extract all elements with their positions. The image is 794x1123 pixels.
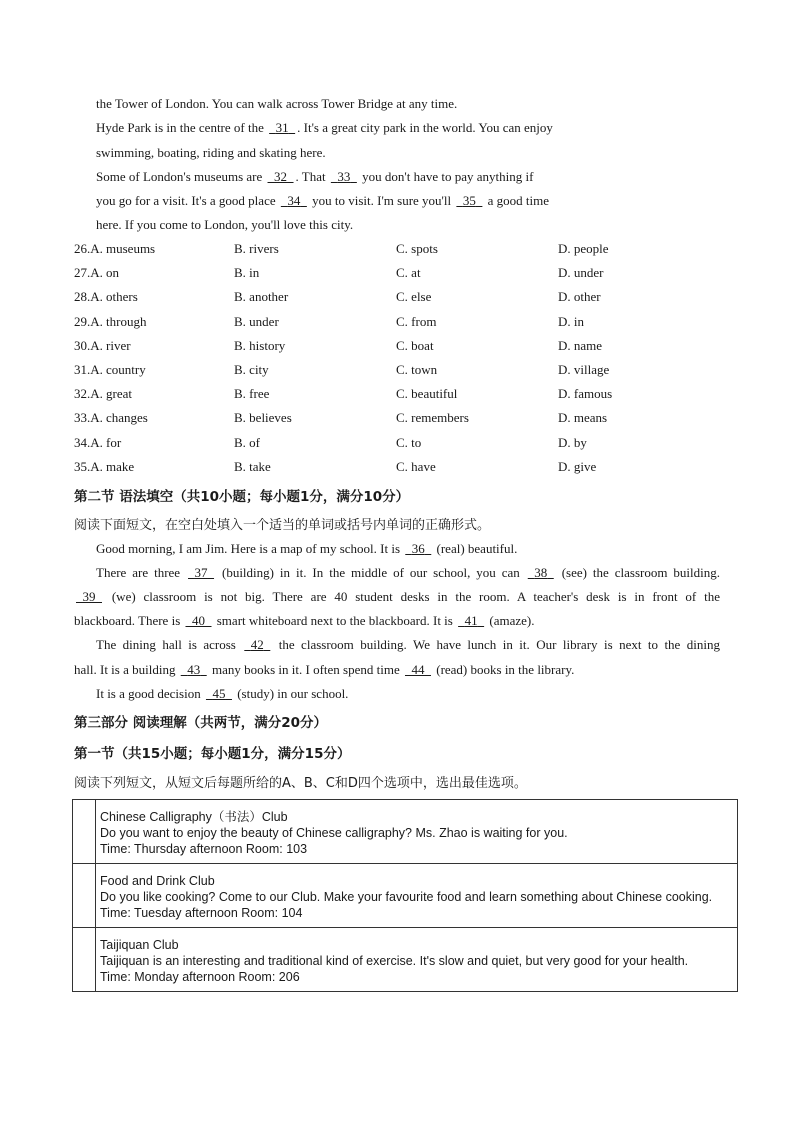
blank-number: 35 [462,193,476,208]
blank-number: 43 [187,662,201,677]
text-segment: you don't have to pay anything if [358,169,534,184]
grammar-line-2 [96,565,720,581]
option-b[interactable]: B. in [234,265,260,280]
option-row [74,386,734,402]
option-d[interactable]: D. village [558,362,610,377]
option-b[interactable]: B. believes [234,410,292,425]
option-a[interactable]: for [106,435,122,450]
option-row [74,459,734,475]
text-segment: The dining hall is across [96,637,243,652]
grammar-line-1 [96,541,517,557]
option-b[interactable]: B. city [234,362,269,377]
club-row [73,864,738,928]
option-d[interactable]: D. people [558,241,609,256]
option-row [74,314,734,330]
text-segment: Hyde Park is in the centre of the [96,120,268,135]
option-d[interactable]: D. give [558,459,597,474]
grammar-line-7 [96,686,348,702]
question-number: 32.A. [74,386,103,401]
option-a[interactable]: museums [106,241,156,256]
option-a[interactable]: country [106,362,146,377]
blank-number: 38 [534,565,548,580]
blank-32[interactable] [266,169,296,185]
blank-number: 36 [411,541,425,556]
row-gutter [73,928,96,992]
text-segment: (building) in it. In the middle of our school, you can [216,565,526,580]
text-segment: many books in it. I often spend time [208,662,403,677]
blank-number: 34 [287,193,301,208]
question-number: 27.A. [74,265,103,280]
option-row [74,338,734,354]
passage-line-2 [96,120,553,136]
blank-number: 32 [274,169,288,184]
blank-number: 41 [464,613,478,628]
club-row [73,800,738,864]
club-cell [96,800,738,864]
blank-40[interactable] [184,613,214,629]
question-number: 35.A. [74,459,103,474]
club-time: Time: Thursday afternoon Room: 103 [100,842,308,856]
blank-45[interactable] [204,686,234,702]
option-d[interactable]: D. famous [558,386,613,401]
grammar-line-3 [74,589,720,605]
option-row [74,410,734,426]
option-b[interactable]: B. under [234,314,279,329]
text-segment: (study) in our school. [233,686,349,701]
option-c[interactable]: C. from [396,314,437,329]
text-segment: Good morning, I am Jim. Here is a map of my school. It is [96,541,404,556]
option-a[interactable]: changes [106,410,148,425]
blank-35[interactable] [454,193,484,209]
option-row [74,265,734,281]
blank-number: 45 [212,686,226,701]
question-number: 28.A. [74,289,103,304]
blank-44[interactable] [403,662,433,678]
text-segment: (read) books in the library. [432,662,575,677]
passage-line-3: swimming, boating, riding and skating here. [96,145,326,160]
section-2-heading: 第二节 语法填空（共10小题；每小题1分，满分10分） [74,489,410,505]
option-b[interactable]: B. another [234,289,289,304]
passage-line-6: here. If you come to London, you'll love this city. [96,217,354,232]
text-segment: you to visit. I'm sure you'll [308,193,455,208]
part-3-heading: 第三部分 阅读理解（共两节，满分20分） [74,715,327,731]
blank-number: 37 [194,565,208,580]
text-segment: (amaze). [486,613,535,628]
option-d[interactable]: D. by [558,435,587,450]
club-name: Chinese Calligraphy（书法）Club [100,810,288,824]
passage-line-1: the Tower of London. You can walk across Tower Bridge at any time. [96,96,458,111]
option-c[interactable]: C. have [396,459,436,474]
text-segment: . It's a great city park in the world. You can enjoy [297,120,553,135]
blank-43[interactable] [179,662,209,678]
blank-number: 40 [192,613,205,628]
question-number: 26.A. [74,241,103,256]
club-time: Time: Monday afternoon Room: 206 [100,970,300,984]
club-description: Taijiquan is an interesting and traditional kind of exercise. It's slow and quiet, but very good for your health. [100,954,689,968]
part-3-subheading: 第一节（共15小题；每小题1分，满分15分） [74,746,351,762]
option-c[interactable]: C. else [396,289,432,304]
question-number: 30.A. [74,338,103,353]
option-b[interactable]: B. rivers [234,241,279,256]
option-a[interactable]: great [106,386,132,401]
grammar-line-6 [74,662,574,678]
text-segment: the classroom building. We have lunch in it. Our library is next to the dining [272,637,720,652]
option-b[interactable]: B. take [234,459,271,474]
option-row [74,435,734,451]
option-c[interactable]: C. spots [396,241,438,256]
text-segment: . That [295,169,329,184]
option-b[interactable]: B. history [234,338,286,353]
option-c[interactable]: C. boat [396,338,434,353]
option-a[interactable]: on [106,265,119,280]
row-gutter [73,800,96,864]
club-name: Food and Drink Club [100,874,215,888]
option-row [74,241,734,257]
passage-line-5 [96,193,549,209]
club-description: Do you like cooking? Come to our Club. Make your favourite food and learn something about Chinese cooking. [100,890,713,904]
club-cell [96,928,738,992]
text-segment: Some of London's museums are [96,169,266,184]
part-3-instruction: 阅读下列短文，从短文后每题所给的A、B、C和D四个选项中，选出最佳选项。 [74,776,527,791]
club-cell [96,864,738,928]
blank-42[interactable] [242,637,272,653]
text-segment: a good time [484,193,550,208]
option-b[interactable]: B. of [234,435,260,450]
text-segment: (real) beautiful. [433,541,518,556]
blank-39[interactable] [74,589,104,605]
text-segment: hall. It is a building [74,662,179,677]
option-row [74,289,734,305]
club-description: Do you want to enjoy the beauty of Chinese calligraphy? Ms. Zhao is waiting for you. [100,826,568,840]
question-number: 31.A. [74,362,103,377]
text-segment: It is a good decision [96,686,204,701]
option-c[interactable]: C. beautiful [396,386,458,401]
option-b[interactable]: B. free [234,386,270,401]
option-d[interactable]: D. under [558,265,604,280]
option-d[interactable]: D. in [558,314,584,329]
text-segment: smart whiteboard next to the blackboard. It is [213,613,457,628]
text-segment: you go for a visit. It's a good place [96,193,279,208]
text-segment: There are three [96,565,187,580]
club-row [73,928,738,992]
question-number: 34.A. [74,435,103,450]
row-gutter [73,864,96,928]
text-segment: (see) the classroom building. [555,565,720,580]
option-c[interactable]: C. remembers [396,410,469,425]
option-c[interactable]: C. to [396,435,422,450]
option-d[interactable]: D. means [558,410,608,425]
text-segment: blackboard. There is [74,613,184,628]
grammar-line-5 [96,637,720,653]
blank-38[interactable] [526,565,556,581]
option-row [74,362,734,378]
blank-37[interactable] [186,565,216,581]
clubs-table [72,799,738,992]
option-a[interactable]: river [106,338,131,353]
club-name: Taijiquan Club [100,938,179,952]
option-a[interactable]: make [106,459,135,474]
option-d[interactable]: D. name [558,338,603,353]
option-a[interactable]: through [106,314,147,329]
section-2-instruction: 阅读下面短文，在空白处填入一个适当的单词或括号内单词的正确形式。 [74,518,491,533]
option-d[interactable]: D. other [558,289,601,304]
passage-line-4 [96,169,533,185]
blank-41[interactable] [456,613,486,629]
blank-number: 39 [82,589,96,604]
blank-34[interactable] [279,193,309,209]
blank-33[interactable] [329,169,359,185]
blank-number: 42 [250,637,264,652]
text-segment: (we) classroom is not big. There are 40 student desks in the room. A teacher's desk is in front of the [104,589,720,604]
grammar-line-4 [74,613,534,629]
question-number: 33.A. [74,410,103,425]
option-c[interactable]: C. town [396,362,438,377]
option-c[interactable]: C. at [396,265,421,280]
blank-number: 44 [411,662,425,677]
club-time: Time: Tuesday afternoon Room: 104 [100,906,303,920]
blank-36[interactable] [403,541,433,557]
blank-number: 31 [275,120,289,135]
option-a[interactable]: others [106,289,138,304]
blank-number: 33 [337,169,351,184]
blank-31[interactable] [267,120,297,136]
question-number: 29.A. [74,314,103,329]
